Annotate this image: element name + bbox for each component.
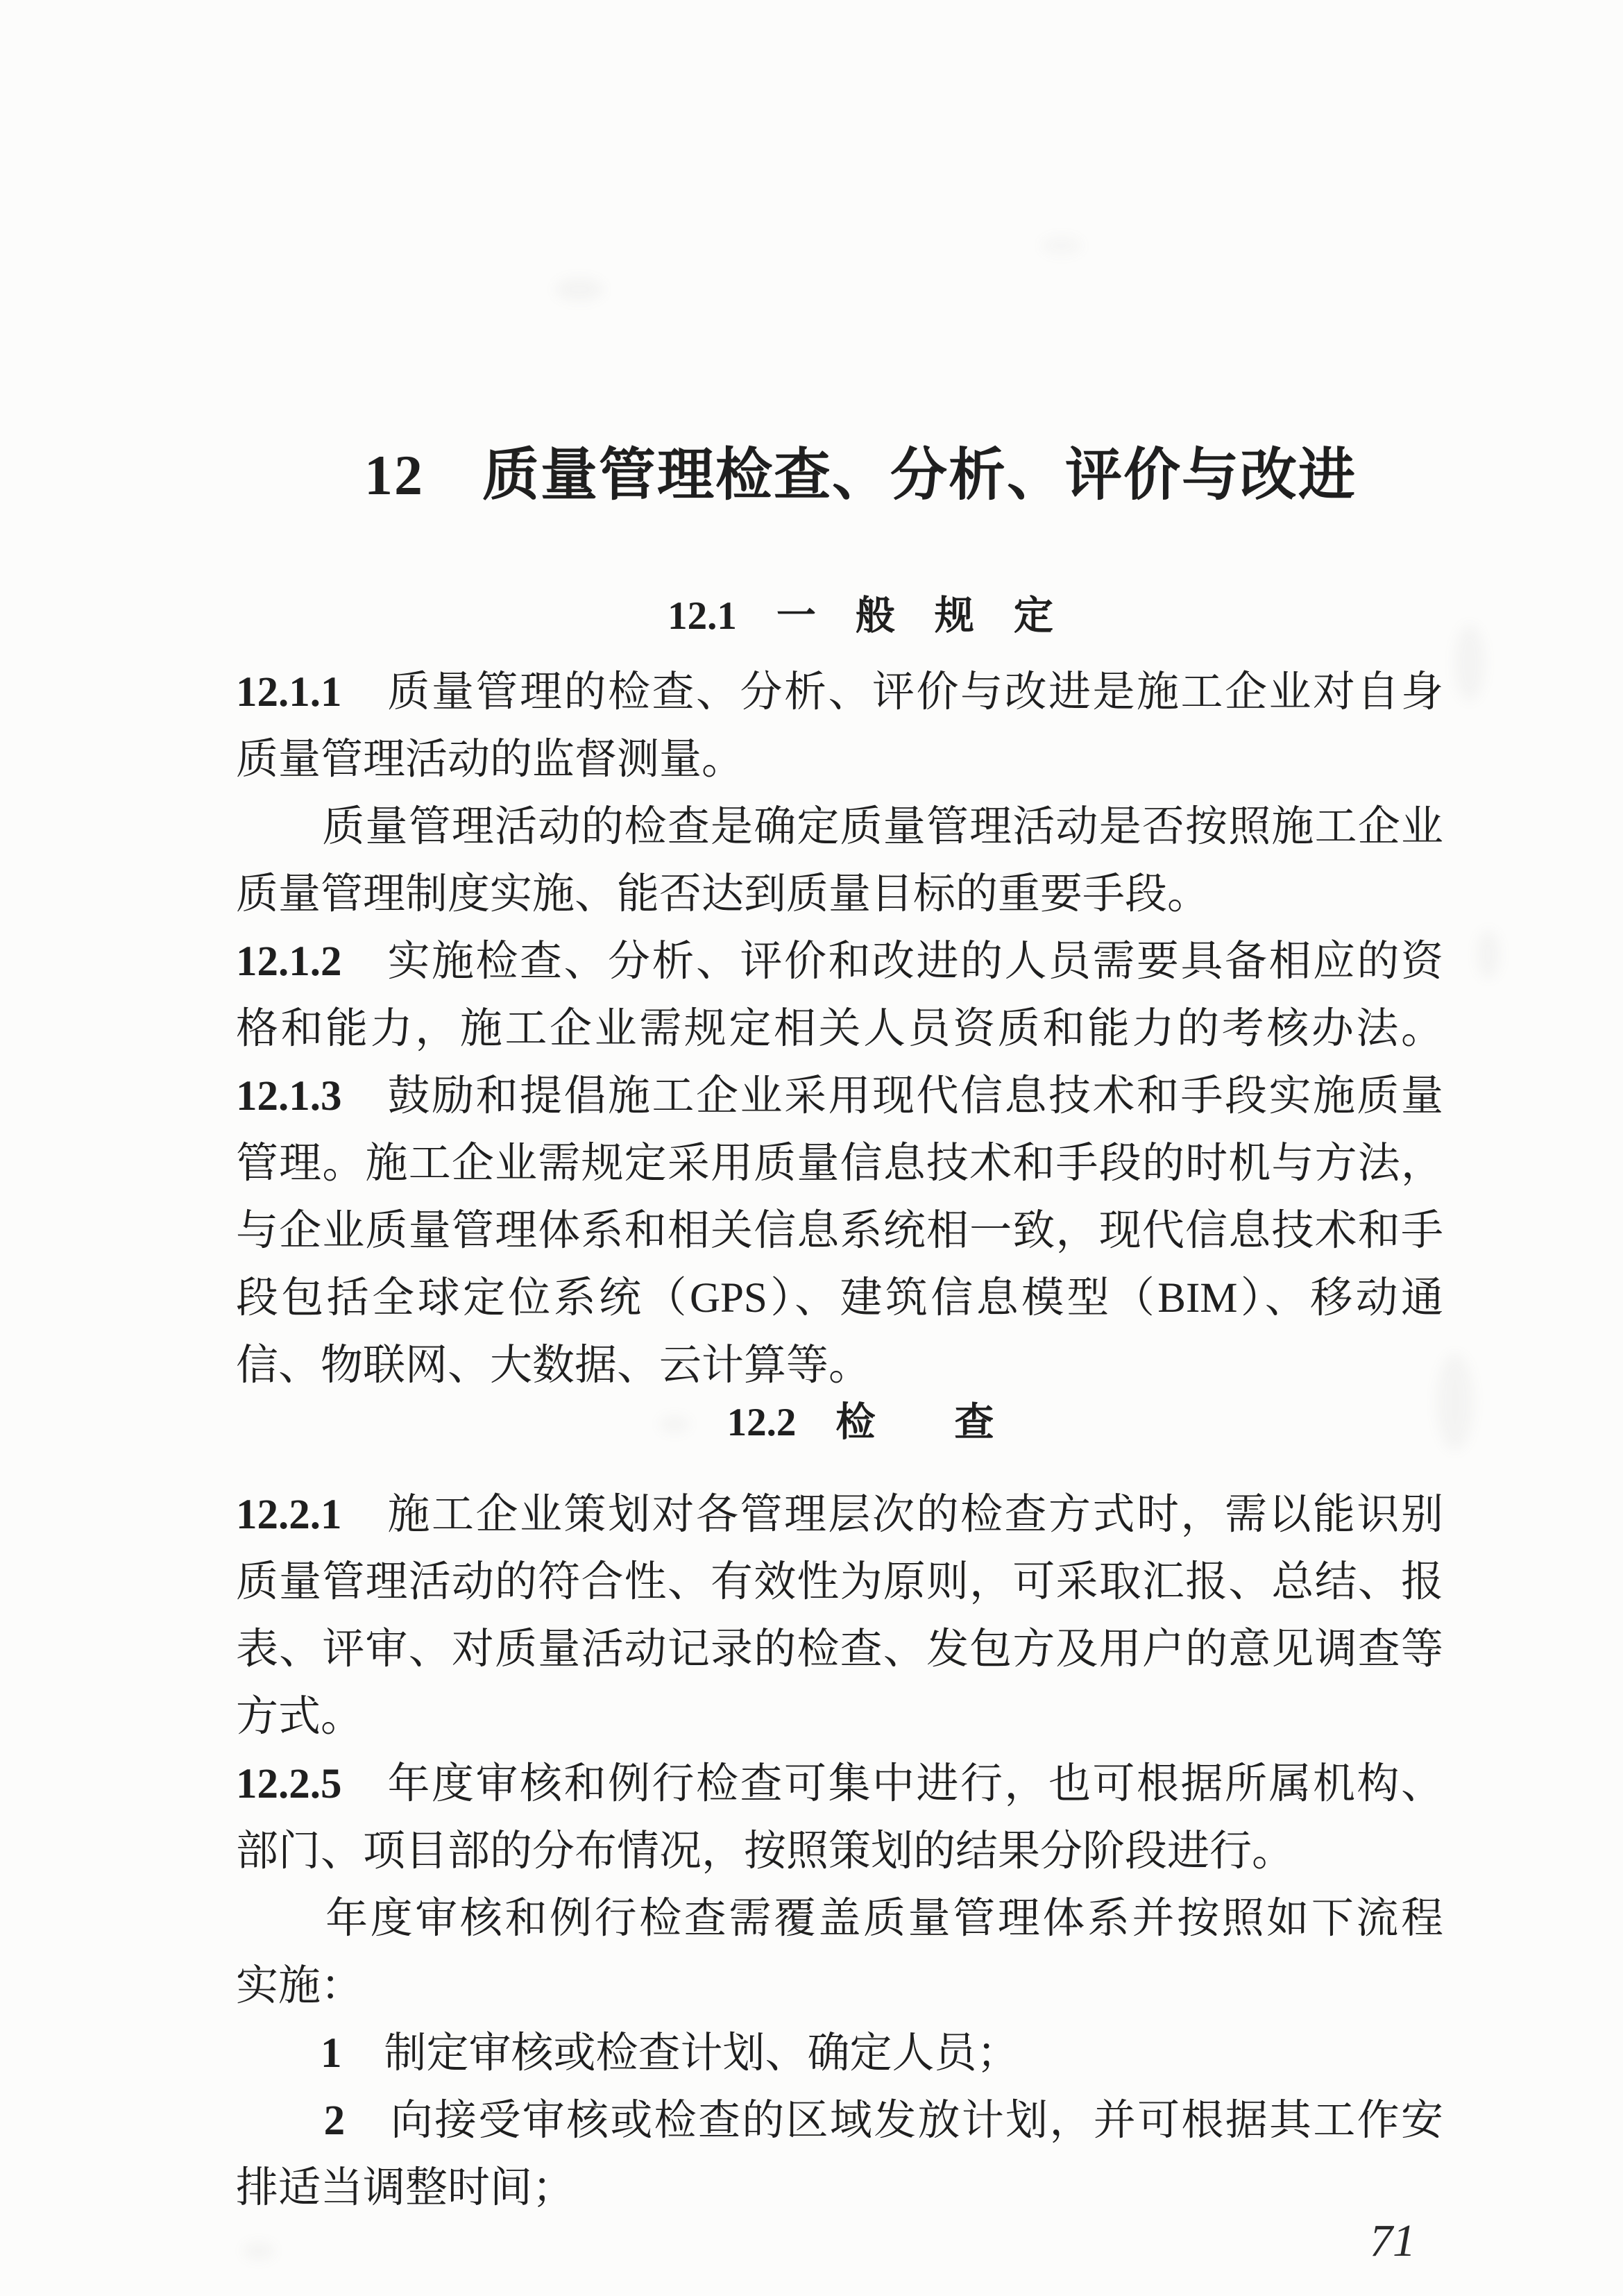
line-text: 实施： bbox=[236, 1963, 364, 2009]
text-line bbox=[236, 1197, 1443, 1265]
text-line bbox=[236, 659, 1443, 726]
line-text: 段包括全球定位系统（GPS）、建筑信息模型（BIM）、移动通 bbox=[236, 1275, 1443, 1322]
line-text: 管理。施工企业需规定采用质量信息技术和手段的时机与方法， bbox=[236, 1140, 1443, 1187]
clause-number: 12.2.1 bbox=[236, 1492, 342, 1538]
text-line bbox=[236, 861, 1443, 928]
line-text: 施工企业策划对各管理层次的检查方式时，需以能识别 bbox=[341, 1492, 1443, 1538]
text-line bbox=[236, 1885, 1443, 1952]
text-line bbox=[236, 726, 1443, 793]
line-text: 与企业质量管理体系和相关信息系统相一致，现代信息技术和手 bbox=[236, 1208, 1443, 1254]
line-text: 质量管理的检查、分析、评价与改进是施工企业对自身 bbox=[341, 669, 1443, 716]
text-line bbox=[236, 1548, 1443, 1616]
line-text: 信、物联网、大数据、云计算等。 bbox=[236, 1342, 872, 1389]
text-line bbox=[236, 1750, 1443, 1818]
section-12-2-body bbox=[236, 1481, 1443, 2222]
line-text: 排适当调整时间； bbox=[236, 2165, 575, 2211]
text-line bbox=[236, 995, 1443, 1063]
text-line bbox=[236, 1265, 1443, 1332]
line-text: 部门、项目部的分布情况，按照策划的结果分阶段进行。 bbox=[236, 1828, 1295, 1875]
text-line bbox=[236, 928, 1443, 995]
scan-artifact bbox=[1041, 236, 1082, 255]
text-line bbox=[236, 1952, 1443, 2020]
text-line bbox=[236, 2154, 1443, 2222]
line-text: 质量管理活动的检查是确定质量管理活动是否按照施工企业 bbox=[236, 804, 1443, 850]
page-number: 71 bbox=[1370, 2215, 1416, 2266]
line-text: 质量管理制度实施、能否达到质量目标的重要手段。 bbox=[236, 871, 1210, 918]
line-text: 制定审核或检查计划、确定人员； bbox=[341, 2030, 1019, 2077]
clause-number: 12.1.2 bbox=[236, 938, 342, 985]
line-text: 向接受审核或检查的区域发放计划，并可根据其工作安 bbox=[345, 2097, 1443, 2144]
scan-artifact bbox=[1477, 930, 1500, 979]
text-line bbox=[236, 1818, 1443, 1885]
text-line bbox=[236, 1130, 1443, 1197]
line-text: 实施检查、分析、评价和改进的人员需要具备相应的资 bbox=[341, 938, 1443, 985]
scan-artifact bbox=[243, 2242, 275, 2260]
clause-number: 12.2.5 bbox=[236, 1761, 342, 1807]
line-text: 年度审核和例行检查需覆盖质量管理体系并按照如下流程 bbox=[236, 1896, 1443, 1942]
section-heading-12-1: 12.1 一 般 规 定 bbox=[668, 594, 1053, 638]
section-12-1-body bbox=[236, 659, 1443, 1399]
list-item-1 bbox=[236, 2020, 1443, 2087]
section-heading-12-2: 12.2 检 查 bbox=[726, 1401, 994, 1444]
text-line bbox=[236, 1481, 1443, 1548]
line-text: 质量管理活动的符合性、有效性为原则，可采取汇报、总结、报 bbox=[236, 1559, 1443, 1605]
scan-artifact bbox=[555, 278, 604, 301]
line-text: 方式。 bbox=[236, 1694, 364, 1740]
text-line bbox=[236, 1683, 1443, 1750]
text-line bbox=[236, 1063, 1443, 1130]
line-text: 质量管理活动的监督测量。 bbox=[236, 736, 745, 783]
line-text: 年度审核和例行检查可集中进行，也可根据所属机构、 bbox=[341, 1761, 1443, 1807]
list-item-2 bbox=[236, 2087, 1443, 2154]
clause-number: 12.1.1 bbox=[236, 669, 342, 716]
text-line bbox=[236, 1616, 1443, 1683]
text-line bbox=[236, 793, 1443, 861]
item-number: 2 bbox=[236, 2097, 346, 2144]
line-text: 鼓励和提倡施工企业采用现代信息技术和手段实施质量 bbox=[341, 1073, 1443, 1120]
line-text: 表、评审、对质量活动记录的检查、发包方及用户的意见调查等 bbox=[236, 1626, 1443, 1673]
line-text: 格和能力，施工企业需规定相关人员资质和能力的考核办法。 bbox=[236, 1006, 1443, 1052]
chapter-title: 12 质量管理检查、分析、评价与改进 bbox=[364, 444, 1357, 507]
item-number: 1 bbox=[236, 2030, 342, 2077]
clause-number: 12.1.3 bbox=[236, 1073, 342, 1120]
